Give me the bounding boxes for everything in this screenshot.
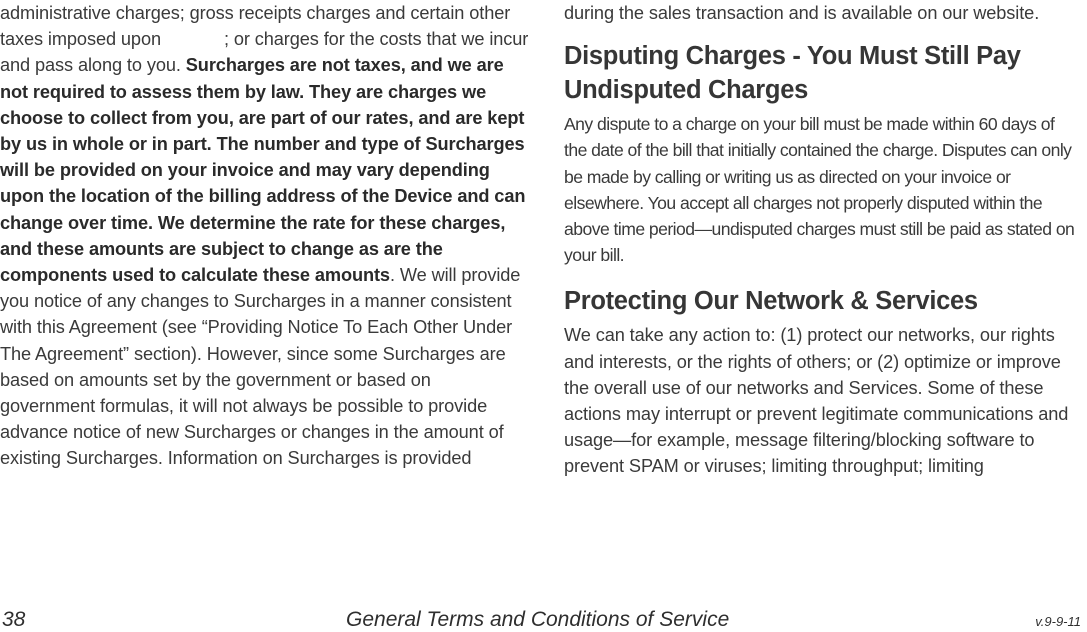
right-column bbox=[564, 0, 1079, 480]
page-number: 38 bbox=[2, 608, 26, 631]
redacted-region bbox=[166, 33, 224, 47]
left-column bbox=[0, 0, 530, 472]
page-footer bbox=[0, 608, 1087, 632]
protecting-network-heading: Protecting Our Network & Services bbox=[564, 287, 978, 316]
continuation-paragraph: during the sales transaction and is available on our website. bbox=[564, 3, 1040, 23]
version-label: v.9-9-11 bbox=[1035, 614, 1081, 629]
paragraph-end: We will provide you notice of any changes to Surcharges in a manner consistent with this Agreement (see “Providing Notice To Each Other Under The Agreement” section). However, since some Surcharges are based on amounts set by the government or based on government formulas, it will not always be possible to provide advance notice of new Surcharges or changes in the amount of existing Surcharges. Information on Surcharges is provided bbox=[0, 265, 521, 469]
surcharges-bold-text: Surcharges are not taxes, and we are not required to assess them by law. They are charges we choose to collect from you, are part of our rates, and are kept by us in whole or in part. The number and type of Surcharges will be provided on your invoice and may vary depending upon the location of the billing address of the Device and can change over time. We determine the rate for these charges, and these amounts are subject to change as are the components used to calculate these amounts bbox=[0, 55, 526, 286]
paragraph-after-redaction: ; or charges for the costs that we incur and pass along to you. bbox=[0, 29, 529, 76]
bold-end-period: . bbox=[389, 265, 395, 286]
document-title: General Terms and Conditions of Service bbox=[346, 608, 730, 631]
protecting-network-body: We can take any action to: (1) protect our networks, our rights and interests, or the rights of others; or (2) optimize or improve the overall use of our networks and Services. Some of these actions may interrupt or prevent legitimate communications and usage—for example, message filtering/blocking software to prevent SPAM or viruses; limiting throughput; limiting bbox=[564, 325, 1069, 477]
paragraph-start: administrative charges; gross receipts charges and certain other taxes imposed upon bbox=[0, 3, 511, 50]
disputing-charges-body: Any dispute to a charge on your bill must be made within 60 days of the date of the bill that initially contained the charge. Disputes can only be made by calling or writing us as directed on your invoice or elsewhere. You accept all charges not properly disputed within the above time period—undisputed charges must still be paid as stated on your bill. bbox=[564, 114, 1075, 266]
disputing-charges-heading: Disputing Charges - You Must Still Pay Undisputed Charges bbox=[564, 42, 1021, 105]
surcharges-paragraph bbox=[0, 0, 530, 472]
